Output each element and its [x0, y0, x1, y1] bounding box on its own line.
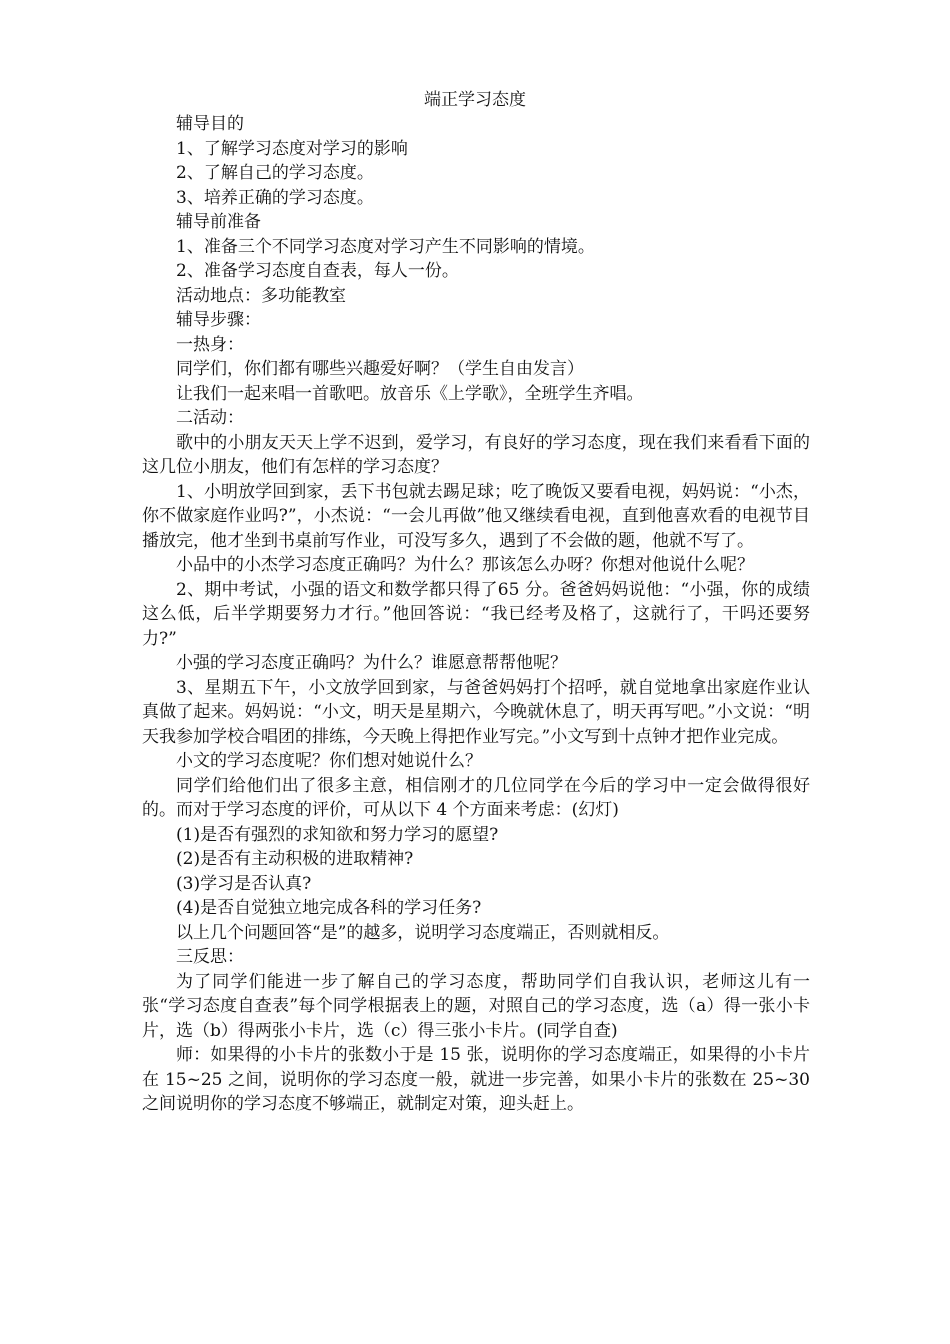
paragraph: 活动地点：多功能教室: [176, 285, 346, 306]
paragraph: 三反思：: [176, 947, 244, 967]
paragraph: 辅导前准备: [176, 212, 261, 232]
paragraph: 让我们一起来唱一首歌吧。放音乐《上学歌》，全班学生齐唱。: [176, 383, 644, 404]
paragraph: 同学们，你们都有哪些兴趣爱好啊？（学生自由发言）: [176, 359, 584, 379]
paragraph: 3、培养正确的学习态度。: [176, 187, 374, 208]
paragraph: 2、期中考试，小强的语文和数学都只得了65 分。爸爸妈妈说他：“小强，你的成绩这么低，后半学期要努力才行。”他回答说：“我已经考及格了，这就行了，干吗还要努力?”: [142, 579, 810, 649]
document-title: 端正学习态度: [424, 90, 526, 110]
paragraph: (1)是否有强烈的求知欲和努力学习的愿望?: [176, 824, 499, 845]
paragraph: 1、准备三个不同学习态度对学习产生不同影响的情境。: [176, 236, 595, 257]
paragraph: (2)是否有主动积极的进取精神?: [176, 849, 414, 869]
paragraph: 二活动：: [176, 408, 244, 428]
paragraph: 小强的学习态度正确吗？为什么？谁愿意帮帮他呢？: [176, 653, 567, 673]
paragraph: 师：如果得的小卡片的张数小于是 15 张，说明你的学习态度端正，如果得的小卡片在 15~25 之间，说明你的学习态度一般，就进一步完善，如果小卡片的张数在 25~30 之间说明你的学习态度不够端正，就制定对策，迎头赶上。: [142, 1045, 810, 1114]
document-body: [142, 112, 810, 1117]
paragraph: 辅导步骤：: [176, 310, 261, 330]
paragraph: 辅导目的: [176, 114, 244, 134]
paragraph: (3)学习是否认真?: [176, 873, 312, 894]
paragraph: 2、了解自己的学习态度。: [176, 163, 374, 183]
paragraph: 以上几个问题回答“是”的越多，说明学习态度端正，否则就相反。: [176, 922, 670, 943]
paragraph: 歌中的小朋友天天上学不迟到，爱学习，有良好的学习态度，现在我们来看看下面的这几位小朋友，他们有怎样的学习态度？: [142, 432, 810, 477]
paragraph: 为了同学们能进一步了解自己的学习态度，帮助同学们自我认识，老师这儿有一张“学习态度自查表”每个同学根据表上的题，对照自己的学习态度，选（a）得一张小卡片，选（b）得两张小卡片，选（c）得三张小卡片。(同学自查): [142, 971, 810, 1041]
paragraph: 一热身：: [176, 334, 244, 355]
paragraph: 2、准备学习态度自查表，每人一份。: [176, 261, 459, 281]
paragraph: 1、了解学习态度对学习的影响: [176, 138, 408, 159]
paragraph: 同学们给他们出了很多主意，相信刚才的几位同学在今后的学习中一定会做得很好的。而对于学习态度的评价，可从以下 4 个方面来考虑：(幻灯): [142, 775, 810, 820]
paragraph: (4)是否自觉独立地完成各科的学习任务?: [176, 898, 482, 918]
paragraph: 小品中的小杰学习态度正确吗？为什么？那该怎么办呀？你想对他说什么呢？: [176, 555, 754, 575]
paragraph: 3、星期五下午，小文放学回到家，与爸爸妈妈打个招呼，就自觉地拿出家庭作业认真做了起来。妈妈说：“小文，明天是星期六，今晚就休息了，明天再写吧。”小文说：“明天我参加学校合唱团的排练，今天晚上得把作业写完。”小文写到十点钟才把作业完成。: [142, 677, 810, 747]
paragraph: 1、小明放学回到家，丢下书包就去踢足球；吃了晚饭又要看电视，妈妈说：“小杰，你不做家庭作业吗?”，小杰说：“一会儿再做”他又继续看电视，直到他喜欢看的电视节目播放完，他才坐到书桌前写作业，可没写多久，遇到了不会做的题，他就不写了。: [142, 481, 810, 551]
paragraph: 小文的学习态度呢？你们想对她说什么？: [176, 751, 482, 771]
